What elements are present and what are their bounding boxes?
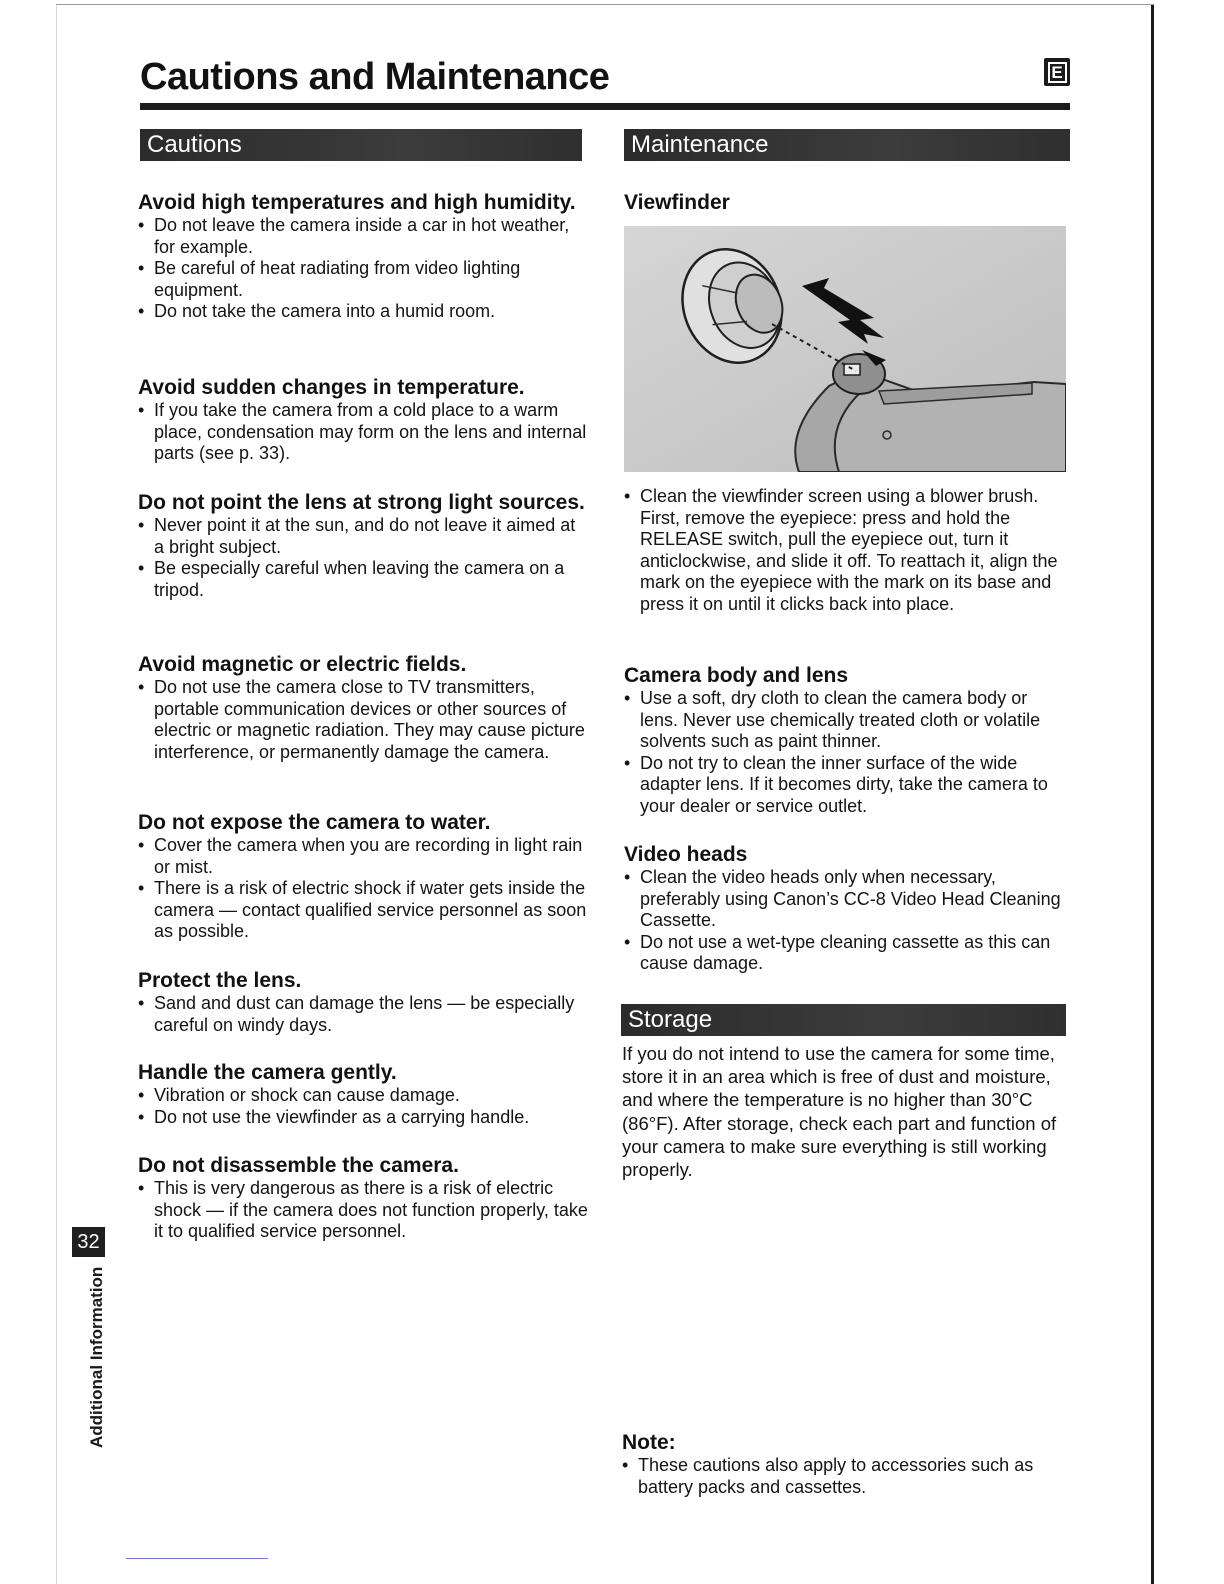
camera-body-bullet: • Do not try to clean the inner surface of the wide adapter lens. If it becomes dirty, take the camera to your dealer or service outlet. [624, 753, 1070, 818]
viewfinder-bullet: • Clean the viewfinder screen using a blower brush. First, remove the eyepiece: press and hold the RELEASE switch, pull the eyepiece out, turn it anticlockwise, and slide it off. To reattach it, align the mark on the eyepiece with the mark on its base and press it on until it clicks back into place. [624, 486, 1070, 615]
page-title: Cautions and Maintenance [140, 56, 610, 98]
caution-block-heat [138, 190, 588, 323]
caution-bullet: • Be especially careful when leaving the camera on a tripod. [138, 558, 588, 601]
camera-body-bullet: • Use a soft, dry cloth to clean the camera body or lens. Never use chemically treated cloth or volatile solvents such as paint thinner. [624, 688, 1070, 753]
page-number: 32 [72, 1227, 105, 1257]
caution-heading: Avoid sudden changes in temperature. [138, 376, 525, 399]
caution-block-lens [138, 968, 588, 1036]
note-bullet: • These cautions also apply to accessories such as battery packs and cassettes. [622, 1455, 1068, 1498]
bottom-rule [126, 1558, 268, 1559]
caution-bullet: • Sand and dust can damage the lens — be especially careful on windy days. [138, 993, 588, 1036]
viewfinder-heading: Viewfinder [624, 191, 730, 214]
caution-block-water [138, 810, 588, 943]
caution-heading: Avoid high temperatures and high humidity. [138, 191, 576, 214]
release-switch [844, 364, 860, 375]
language-badge-letter: E [1048, 62, 1067, 83]
caution-bullet: • Never point it at the sun, and do not leave it aimed at a bright subject. [138, 515, 588, 558]
video-heads-bullet: • Clean the video heads only when necessary, preferably using Canon’s CC-8 Video Head Cleaning Cassette. [624, 867, 1070, 932]
caution-bullet: • Do not use the camera close to TV transmitters, portable communication devices or other sources of electric or magnetic radiation. They may cause picture interference, or permanently damage the camera. [138, 677, 588, 763]
viewfinder-heading-block [624, 190, 730, 215]
caution-block-fields [138, 652, 588, 763]
caution-bullet: • Do not use the viewfinder as a carrying handle. [138, 1107, 529, 1129]
caution-bullet: • Vibration or shock can cause damage. [138, 1085, 529, 1107]
caution-heading: Handle the camera gently. [138, 1061, 397, 1084]
storage-column [622, 1042, 1068, 1181]
language-badge [1044, 58, 1070, 86]
caution-bullet: • Do not leave the camera inside a car in hot weather, for example. [138, 215, 588, 258]
caution-heading: Avoid magnetic or electric fields. [138, 653, 467, 676]
viewfinder-illustration [624, 226, 1066, 472]
storage-section-bar: Storage [621, 1004, 1066, 1036]
camera-body-block [624, 663, 1070, 817]
cautions-section-bar: Cautions [140, 129, 582, 161]
caution-heading: Do not expose the camera to water. [138, 811, 491, 834]
caution-bullet: • Do not take the camera into a humid room. [138, 301, 588, 323]
viewfinder-drawing [624, 226, 1066, 472]
section-side-tab: Additional Information [87, 1266, 106, 1448]
title-rule [140, 103, 1070, 110]
caution-bullet: • This is very dangerous as there is a risk of electric shock — if the camera does not function properly, take it to qualified service personnel. [138, 1178, 588, 1243]
maintenance-section-bar: Maintenance [624, 129, 1070, 161]
note-block [622, 1430, 1068, 1498]
storage-paragraph: If you do not intend to use the camera for some time, store it in an area which is free of dust and moisture, and where the temperature is no higher than 30°C (86°F). After storage, check each part and function of your camera to make sure everything is still working properly. [622, 1043, 1057, 1181]
caution-block-disassemble [138, 1153, 588, 1243]
note-heading: Note: [622, 1431, 676, 1454]
video-heads-block [624, 842, 1070, 975]
caution-heading: Protect the lens. [138, 969, 302, 992]
viewfinder-instructions [624, 486, 1070, 615]
caution-heading: Do not point the lens at strong light sources. [138, 491, 585, 514]
camera-body-heading: Camera body and lens [624, 664, 849, 687]
video-heads-bullet: • Do not use a wet-type cleaning cassette as this can cause damage. [624, 932, 1070, 975]
caution-block-light [138, 490, 588, 601]
caution-block-gentle [138, 1060, 529, 1128]
caution-block-temperature [138, 375, 588, 465]
video-heads-heading: Video heads [624, 843, 748, 866]
caution-bullet: • There is a risk of electric shock if water gets inside the camera — contact qualified service personnel as soon as possible. [138, 878, 588, 943]
top-edge-line [56, 4, 1154, 5]
caution-bullet: • Cover the camera when you are recording in light rain or mist. [138, 835, 588, 878]
caution-heading: Do not disassemble the camera. [138, 1154, 459, 1177]
caution-bullet: • Be careful of heat radiating from video lighting equipment. [138, 258, 588, 301]
caution-bullet: • If you take the camera from a cold place to a warm place, condensation may form on the lens and internal parts (see p. 33). [138, 400, 588, 465]
